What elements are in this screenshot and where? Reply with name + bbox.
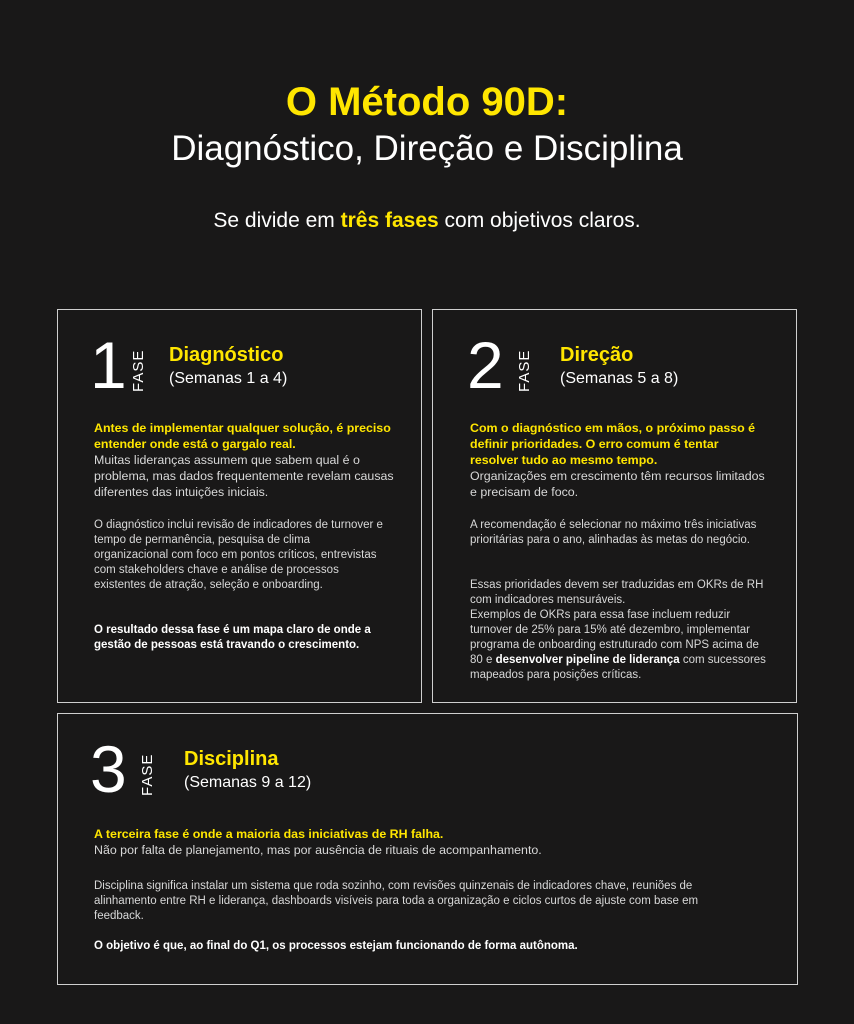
lead-highlight: A terceira fase é onde a maioria das iniciativas de RH falha. <box>94 827 444 841</box>
phase-body: Disciplina significa instalar um sistema que roda sozinho, com revisões quinzenais de indicadores chave, reuniões de alinhamento entre RH e liderança, dashboards visíveis para toda a organização e ciclos curtos de ajuste com base em feedback. <box>94 880 699 922</box>
phase-fase-label: FASE <box>139 753 156 796</box>
phase-title: Diagnóstico <box>169 344 284 366</box>
phase-body: O diagnóstico inclui revisão de indicadores de turnover e tempo de permanência, pesquisa de clima organizacional com foco em pontos críticos, entrevistas com stakeholders chave e análise de processos existentes de atração, seleção e onboarding. <box>94 519 383 591</box>
phase-fase-label: FASE <box>516 349 533 392</box>
phase-body-3 <box>470 608 770 683</box>
phase-number: 3 <box>90 732 127 806</box>
phase-card-1 <box>57 309 422 703</box>
phase-number: 1 <box>90 328 127 402</box>
intro-after: com objetivos claros. <box>438 209 641 232</box>
lead-text: Organizações em crescimento têm recursos limitados e precisam de foco. <box>470 469 765 499</box>
intro-text <box>0 207 854 235</box>
intro-before: Se divide em <box>213 209 341 232</box>
phase-title: Disciplina <box>184 748 279 770</box>
phase-number: 2 <box>467 328 504 402</box>
phase-body: A recomendação é selecionar no máximo três iniciativas prioritárias para o ano, alinhadas às metas do negócio. <box>470 519 757 546</box>
lead-highlight: Antes de implementar qualquer solução, é preciso entender onde está o gargalo real. <box>94 421 391 451</box>
lead-highlight: Com o diagnóstico em mãos, o próximo passo é definir prioridades. O erro comum é tentar resolver tudo ao mesmo tempo. <box>470 421 756 467</box>
lead-text: Não por falta de planejamento, mas por ausência de rituais de acompanhamento. <box>94 843 542 857</box>
lead-text: Muitas lideranças assumem que sabem qual é o problema, mas dados frequentemente revelam causas diferentes das intuições iniciais. <box>94 453 394 499</box>
page-subtitle: Diagnóstico, Direção e Disciplina <box>171 129 683 168</box>
phase-weeks: (Semanas 9 a 12) <box>184 774 312 791</box>
phase-lead <box>94 420 394 500</box>
phase-card-3 <box>57 713 798 985</box>
phase-lead <box>94 826 774 858</box>
body3-before: Exemplos de OKRs para essa fase incluem reduzir turnover de 25% para 15% até dezembro, implementar programa de onboarding estruturado com NPS acima de 80 e <box>470 609 759 666</box>
phase-lead <box>470 420 770 500</box>
phase-weeks: (Semanas 1 a 4) <box>169 370 288 387</box>
phase-conclusion: O objetivo é que, ao final do Q1, os processos estejam funcionando de forma autônoma. <box>94 940 578 952</box>
phase-body-2: Essas prioridades devem ser traduzidas em OKRs de RH com indicadores mensuráveis. <box>470 579 764 606</box>
phase-fase-label: FASE <box>130 349 147 392</box>
phase-weeks: (Semanas 5 a 8) <box>560 370 679 387</box>
intro-highlight: três fases <box>340 209 439 232</box>
phase-card-2 <box>432 309 797 703</box>
body3-after: com sucessores mapeados para posições críticas. <box>470 654 766 681</box>
phase-title: Direção <box>560 344 634 366</box>
phase-conclusion: O resultado dessa fase é um mapa claro de onde a gestão de pessoas está travando o crescimento. <box>94 624 371 651</box>
body3-bold: desenvolver pipeline de liderança <box>495 654 680 666</box>
page-title: O Método 90D: <box>285 80 569 124</box>
